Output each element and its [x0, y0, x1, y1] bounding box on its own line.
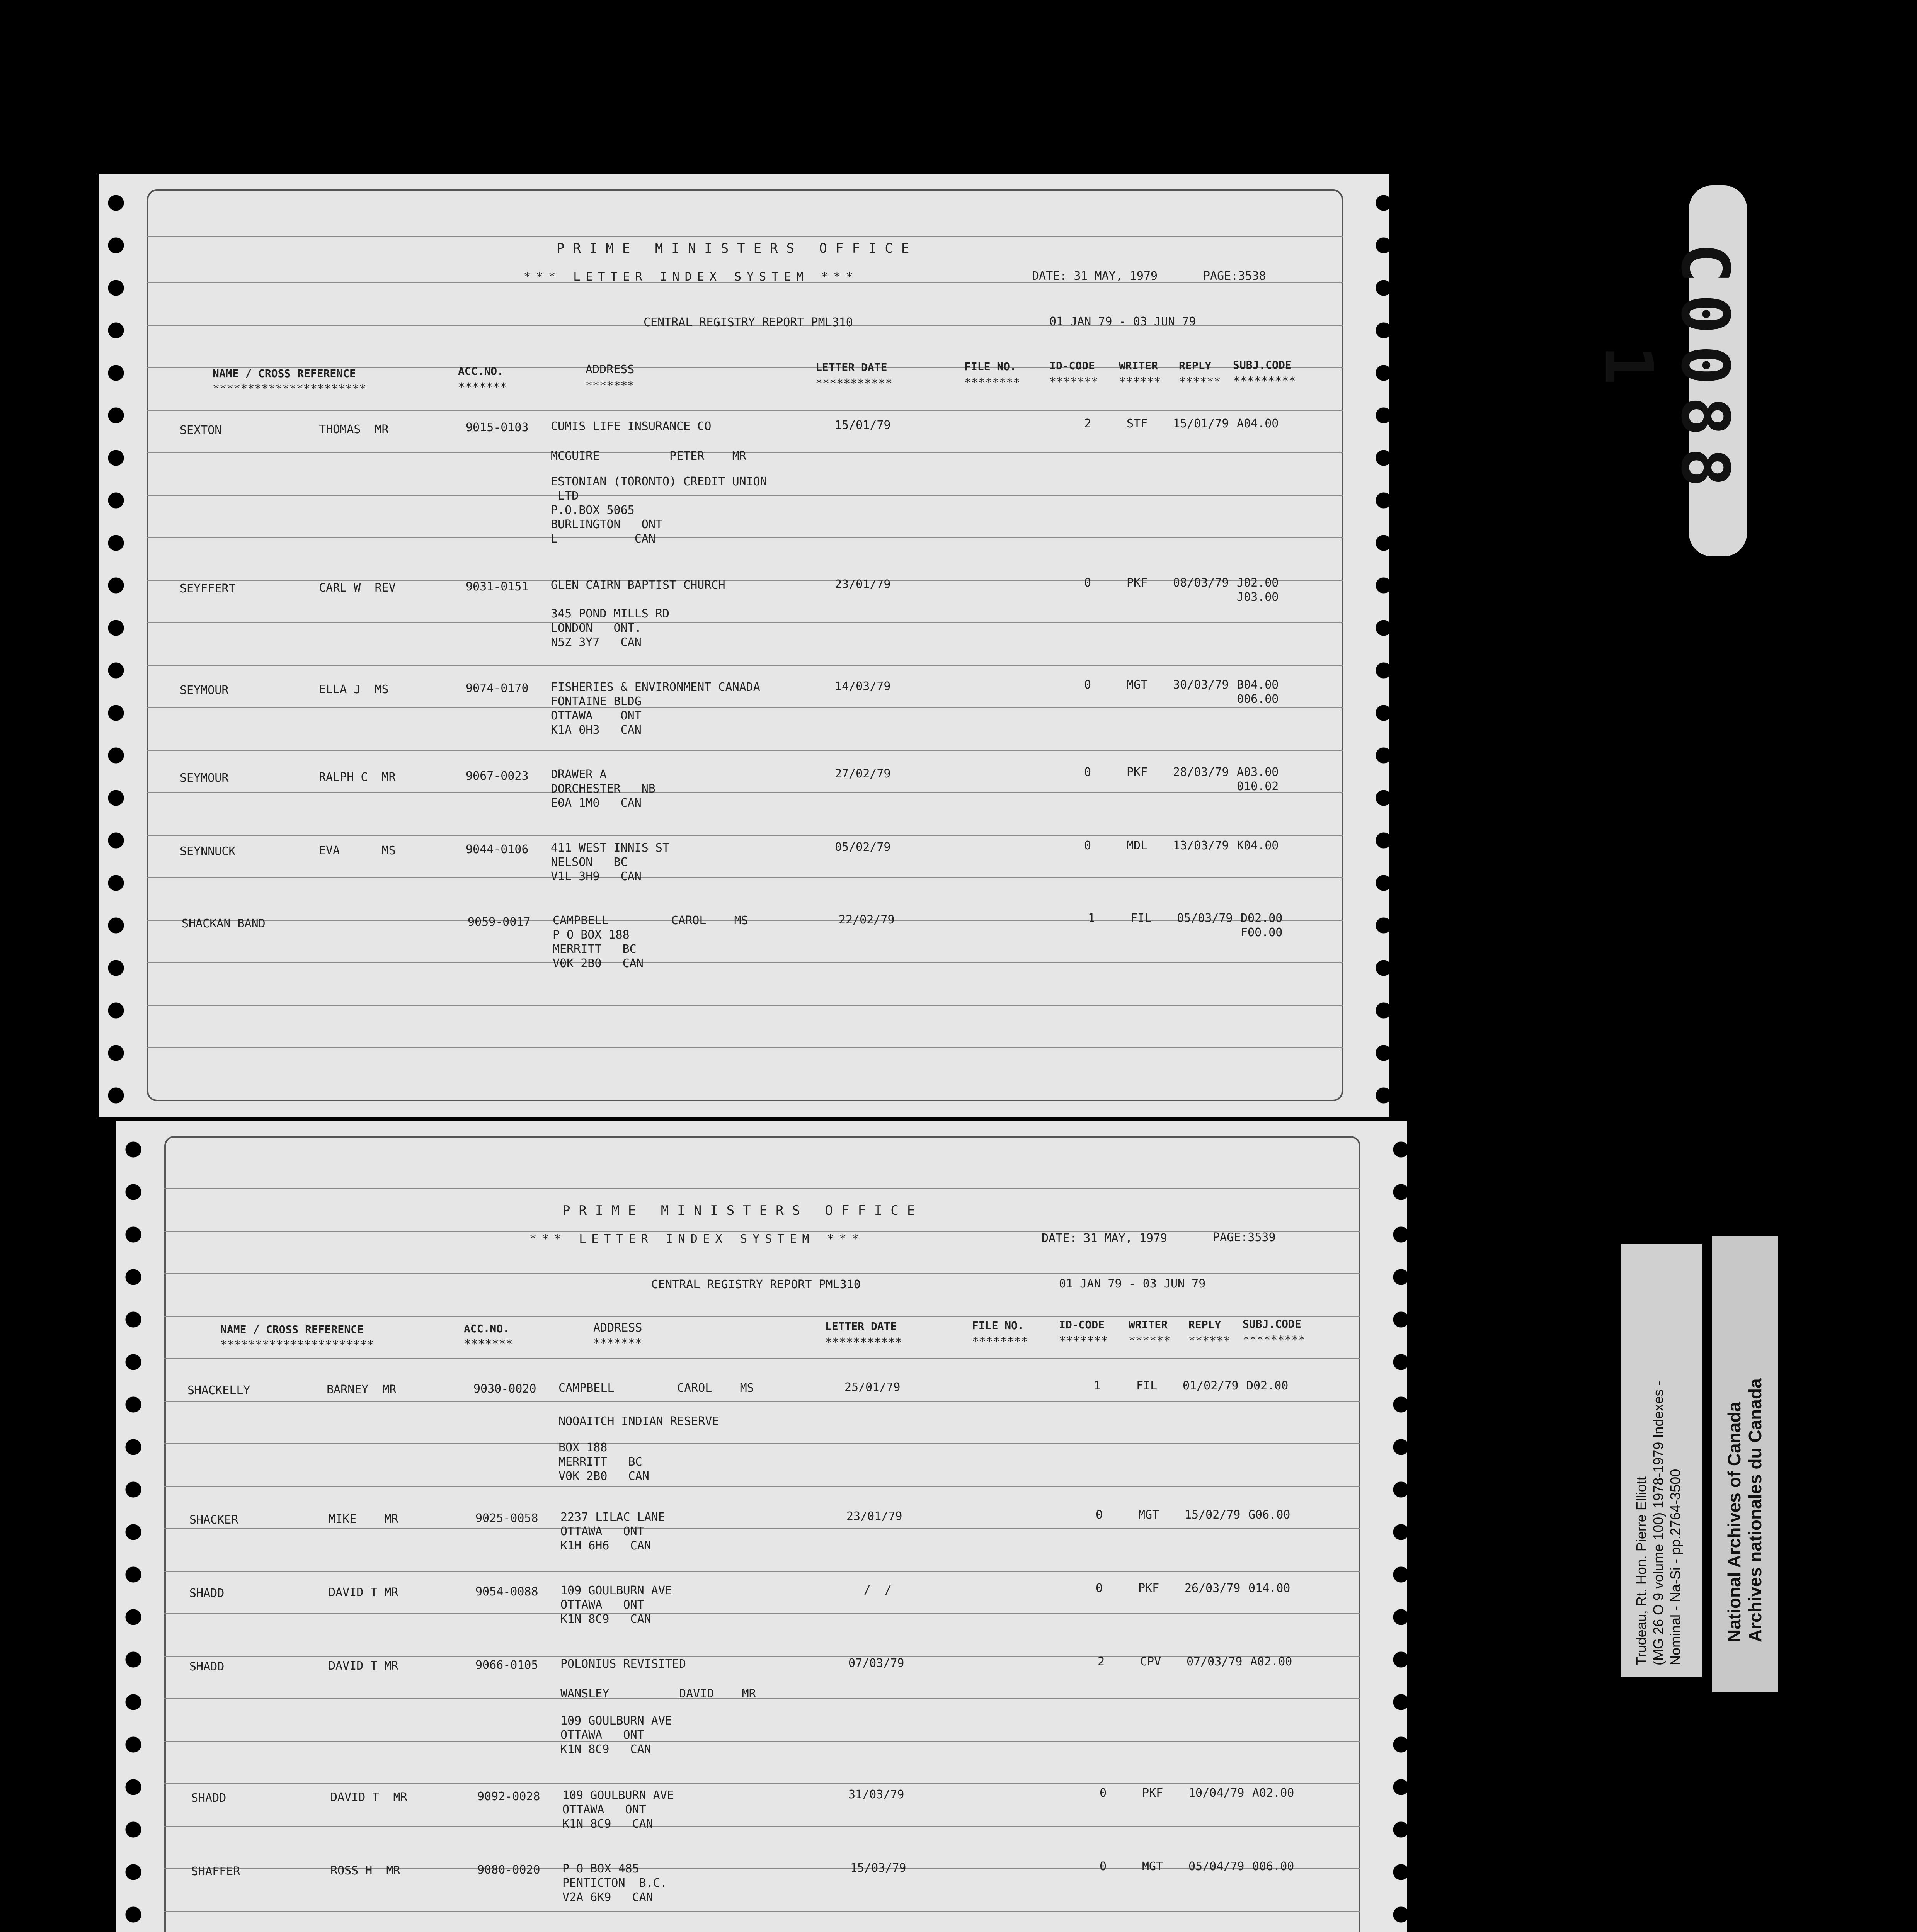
ruled-line — [164, 1656, 1360, 1657]
entry-id-code: 0 — [1084, 576, 1091, 590]
label-line: Nominal - Na-Si - pp.2764-3500 — [1667, 1469, 1683, 1665]
entry-acc-no: 9066-0105 — [475, 1658, 538, 1672]
entry-given-name: ELLA J MS — [319, 683, 389, 696]
entry-surname: SHACKER — [189, 1513, 238, 1527]
entry-id-code: 2 — [1098, 1655, 1105, 1668]
entry-surname: SHADD — [189, 1660, 225, 1673]
entry-subj-code: D02.00 — [1246, 1379, 1289, 1393]
col-underline: *********** — [815, 377, 892, 390]
col-underline: ********************** — [220, 1338, 374, 1352]
entry-reply: 01/02/79 — [1183, 1379, 1239, 1393]
entry-given-name: DAVID T MR — [329, 1659, 398, 1673]
col-header-acc: ACC.NO. — [458, 365, 504, 378]
entry-given-name: ROSS H MR — [330, 1864, 400, 1878]
entry-id-code: 0 — [1084, 765, 1091, 779]
entry-cross-reference: MCGUIRE PETER MR — [551, 449, 746, 463]
page-frame — [164, 1136, 1360, 1932]
entry-letter-date: 07/03/79 — [848, 1656, 904, 1670]
col-header-acc: ACC.NO. — [464, 1322, 510, 1335]
entry-writer: PKF — [1127, 765, 1148, 779]
ruled-line — [164, 1741, 1360, 1742]
col-underline: ******* — [586, 379, 635, 393]
reel-number: C0088 1 — [1590, 243, 1743, 499]
entry-subj-code: D02.00 F00.00 — [1241, 912, 1283, 939]
ruled-line — [147, 835, 1343, 836]
system-title: *** LETTER INDEX SYSTEM *** — [529, 1232, 864, 1246]
entry-acc-no: 9074-0170 — [466, 682, 529, 695]
entry-acc-no: 9044-0106 — [466, 843, 529, 856]
col-underline: ********************** — [213, 382, 366, 396]
entry-surname: SHADD — [191, 1791, 226, 1805]
entry-acc-no: 9025-0058 — [475, 1512, 538, 1525]
entry-subj-code: A02.00 — [1250, 1655, 1292, 1668]
col-header-file-no: FILE NO. — [972, 1319, 1024, 1332]
entry-writer: CPV — [1140, 1655, 1161, 1668]
entry-writer: MGT — [1138, 1508, 1159, 1522]
entry-id-code: 0 — [1096, 1582, 1103, 1595]
entry-letter-date: 23/01/79 — [846, 1510, 902, 1523]
entry-cross-reference: WANSLEY DAVID MR — [560, 1687, 756, 1701]
entry-id-code: 2 — [1084, 417, 1091, 430]
entry-acc-no: 9067-0023 — [466, 769, 529, 783]
entry-address: 411 WEST INNIS ST NELSON BC V1L 3H9 CAN — [551, 841, 670, 883]
report-date: DATE: 31 MAY, 1979 — [1042, 1231, 1168, 1245]
col-underline: *********** — [825, 1336, 902, 1349]
col-header-id-code: ID-CODE — [1049, 359, 1095, 372]
entry-acc-no: 9015-0103 — [466, 421, 529, 434]
entry-address: CAMPBELL CAROL MS P O BOX 188 MERRITT BC V0K 2B0 CAN — [553, 914, 748, 970]
ruled-line — [147, 622, 1343, 623]
ruled-line — [147, 236, 1343, 237]
col-header-reply: REPLY — [1188, 1318, 1221, 1331]
entry-subj-code: A04.00 — [1237, 417, 1279, 430]
ruled-line — [147, 877, 1343, 878]
page-number: PAGE:3539 — [1213, 1231, 1276, 1244]
ruled-line — [164, 1443, 1360, 1444]
ruled-line — [147, 410, 1343, 411]
label-line: (MG 26 O 9 volume 100) 1978-1979 Indexes - — [1650, 1381, 1666, 1665]
col-underline: ******* — [1059, 1334, 1108, 1348]
col-underline: ******** — [964, 376, 1020, 389]
entry-id-code: 0 — [1084, 678, 1091, 692]
col-header-subj-code: SUBJ.CODE — [1243, 1318, 1301, 1330]
ruled-line — [147, 1047, 1343, 1048]
col-underline: ******* — [458, 381, 507, 394]
entry-writer: PKF — [1138, 1582, 1159, 1595]
entry-reply: 15/01/79 — [1173, 417, 1229, 430]
entry-acc-no: 9059-0017 — [468, 915, 531, 929]
col-underline: ********* — [1243, 1333, 1306, 1347]
entry-address: POLONIUS REVISITED — [560, 1657, 686, 1671]
entry-id-code: 1 — [1088, 912, 1095, 925]
entry-given-name: DAVID T MR — [330, 1791, 407, 1804]
col-header-id-code: ID-CODE — [1059, 1318, 1105, 1331]
entry-address: 109 GOULBURN AVE OTTAWA ONT K1N 8C9 CAN — [562, 1789, 674, 1831]
system-title: *** LETTER INDEX SYSTEM *** — [524, 270, 858, 284]
entry-id-code: 0 — [1096, 1508, 1103, 1522]
printout-page-1 — [99, 174, 1389, 1117]
entry-address: CAMPBELL CAROL MS — [558, 1381, 754, 1395]
col-underline: ****** — [1179, 375, 1221, 389]
ruled-line — [164, 1698, 1360, 1699]
entry-given-name: MIKE MR — [329, 1512, 398, 1526]
col-underline: ****** — [1129, 1334, 1171, 1348]
ruled-line — [164, 1571, 1360, 1572]
entry-address: FISHERIES & ENVIRONMENT CANADA FONTAINE BLDG OTTAWA ONT K1A 0H3 CAN — [551, 680, 760, 737]
entry-given-name: BARNEY MR — [327, 1383, 397, 1396]
entry-writer: PKF — [1142, 1786, 1163, 1800]
tractor-feed-holes-right — [1391, 1128, 1411, 1932]
entry-surname: SHACKAN BAND — [182, 917, 266, 930]
entry-reply: 15/02/79 — [1185, 1508, 1241, 1522]
entry-reply: 07/03/79 — [1187, 1655, 1243, 1668]
entry-writer: FIL — [1136, 1379, 1158, 1393]
entry-address: P O BOX 485 PENTICTON B.C. V2A 6K9 CAN — [562, 1862, 667, 1904]
page-number: PAGE:3538 — [1203, 269, 1266, 283]
col-underline: ****** — [1119, 375, 1161, 389]
finding-aid-text — [1633, 1256, 1684, 1665]
entry-surname: SEYNNUCK — [180, 845, 236, 858]
entry-id-code: 0 — [1084, 839, 1091, 852]
col-header-letter-date: LETTER DATE — [815, 361, 887, 374]
entry-letter-date: / / — [864, 1583, 892, 1597]
report-range: 01 JAN 79 - 03 JUN 79 — [1059, 1277, 1206, 1291]
office-title: PRIME MINISTERS OFFICE — [557, 241, 918, 256]
finding-aid-label — [1621, 1244, 1702, 1677]
entry-reply: 05/04/79 — [1188, 1860, 1245, 1873]
entry-writer: STF — [1127, 417, 1148, 430]
col-underline: ****** — [1188, 1334, 1231, 1348]
entry-surname: SEYMOUR — [180, 771, 229, 785]
entry-surname: SHAFFER — [191, 1865, 240, 1878]
entry-reply: 08/03/79 — [1173, 576, 1229, 590]
col-header-address: ADDRESS — [586, 363, 635, 376]
ruled-line — [164, 1613, 1360, 1614]
report-name: CENTRAL REGISTRY REPORT PML310 — [644, 316, 853, 329]
col-header-name: NAME / CROSS REFERENCE — [213, 367, 356, 380]
ruled-line — [164, 1826, 1360, 1827]
entry-address-extra: ESTONIAN (TORONTO) CREDIT UNION LTD P.O.BOX 5065 BURLINGTON ONT L CAN — [551, 475, 767, 546]
archives-name-en: National Archives of Canada — [1724, 1401, 1744, 1642]
entry-letter-date: 27/02/79 — [835, 767, 891, 781]
label-line: Trudeau, Rt. Hon. Pierre Elliott — [1633, 1476, 1649, 1665]
entry-surname: SEXTON — [180, 423, 222, 437]
entry-address: 2237 LILAC LANE OTTAWA ONT K1H 6H6 CAN — [560, 1510, 665, 1553]
entry-acc-no: 9092-0028 — [477, 1790, 540, 1803]
entry-surname: SEYFFERT — [180, 582, 236, 595]
entry-subj-code: A02.00 — [1252, 1786, 1294, 1800]
entry-subj-code: K04.00 — [1237, 839, 1279, 852]
entry-writer: MGT — [1127, 678, 1148, 692]
entry-reply: 10/04/79 — [1188, 1786, 1245, 1800]
entry-acc-no: 9054-0088 — [475, 1585, 538, 1599]
tractor-feed-holes-right — [1374, 182, 1393, 1113]
entry-letter-date: 31/03/79 — [848, 1788, 904, 1801]
entry-address: 109 GOULBURN AVE OTTAWA ONT K1N 8C9 CAN — [560, 1584, 672, 1626]
ruled-line — [164, 1188, 1360, 1189]
ruled-line — [164, 1528, 1360, 1529]
entry-letter-date: 15/03/79 — [850, 1861, 906, 1875]
col-header-name: NAME / CROSS REFERENCE — [220, 1323, 364, 1336]
ruled-line — [164, 1486, 1360, 1487]
entry-subj-code: 014.00 — [1248, 1582, 1290, 1595]
entry-surname: SHACKELLY — [187, 1384, 250, 1397]
tractor-feed-holes-left — [106, 182, 126, 1113]
entry-id-code: 0 — [1100, 1786, 1107, 1800]
entry-writer: MDL — [1127, 839, 1148, 852]
ruled-line — [164, 1783, 1360, 1784]
ruled-line — [164, 1273, 1360, 1274]
entry-address: GLEN CAIRN BAPTIST CHURCH — [551, 578, 725, 592]
col-underline: ******* — [593, 1337, 642, 1350]
col-header-file-no: FILE NO. — [964, 360, 1016, 373]
reel-number-card — [1590, 185, 1747, 556]
entry-letter-date: 15/01/79 — [835, 418, 891, 432]
ruled-line — [147, 792, 1343, 793]
entry-address: DRAWER A DORCHESTER NB E0A 1M0 CAN — [551, 768, 655, 810]
printout-page-2 — [116, 1121, 1407, 1932]
entry-surname: SHADD — [189, 1587, 225, 1600]
col-header-letter-date: LETTER DATE — [825, 1320, 897, 1333]
entry-id-code: 0 — [1100, 1860, 1107, 1873]
ruled-line — [147, 750, 1343, 751]
entry-writer: FIL — [1130, 912, 1152, 925]
entry-id-code: 1 — [1094, 1379, 1101, 1393]
archives-name-fr: Archives nationales du Canada — [1745, 1378, 1765, 1642]
entry-address-extra: 345 POND MILLS RD LONDON ONT. N5Z 3Y7 CAN — [551, 607, 670, 649]
col-underline: ********* — [1233, 374, 1296, 388]
entry-address: CUMIS LIFE INSURANCE CO — [551, 420, 712, 433]
ruled-line — [147, 665, 1343, 666]
ruled-line — [164, 1358, 1360, 1359]
archives-label — [1712, 1236, 1778, 1692]
ruled-line — [164, 1316, 1360, 1317]
ruled-line — [147, 1005, 1343, 1006]
entry-subj-code: A03.00 010.02 — [1237, 765, 1279, 793]
tractor-feed-holes-left — [124, 1128, 143, 1932]
entry-letter-date: 25/01/79 — [844, 1381, 901, 1394]
col-header-reply: REPLY — [1179, 359, 1212, 372]
entry-subj-code: 006.00 — [1252, 1860, 1294, 1873]
col-header-writer: WRITER — [1129, 1318, 1168, 1331]
report-range: 01 JAN 79 - 03 JUN 79 — [1049, 315, 1196, 328]
entry-surname: SEYMOUR — [180, 684, 229, 697]
col-underline: ******* — [464, 1337, 513, 1351]
entry-given-name: DAVID T MR — [329, 1586, 398, 1599]
entry-given-name: EVA MS — [319, 844, 396, 857]
entry-reply: 26/03/79 — [1185, 1582, 1241, 1595]
entry-reply: 13/03/79 — [1173, 839, 1229, 852]
entry-subj-code: J02.00 J03.00 — [1237, 576, 1279, 604]
ruled-line — [164, 1401, 1360, 1402]
entry-writer: MGT — [1142, 1860, 1163, 1873]
col-underline: ******** — [972, 1335, 1028, 1349]
entry-reply: 28/03/79 — [1173, 765, 1229, 779]
entry-reply: 05/03/79 — [1177, 912, 1233, 925]
entry-address-extra: BOX 188 MERRITT BC V0K 2B0 CAN — [558, 1441, 649, 1483]
ruled-line — [164, 1911, 1360, 1912]
entry-given-name: RALPH C MR — [319, 770, 396, 784]
entry-address-extra: 109 GOULBURN AVE OTTAWA ONT K1N 8C9 CAN — [560, 1714, 672, 1756]
col-header-writer: WRITER — [1119, 359, 1158, 372]
col-header-address: ADDRESS — [593, 1321, 642, 1335]
entry-letter-date: 23/01/79 — [835, 578, 891, 591]
entry-subj-code: G06.00 — [1248, 1508, 1290, 1522]
entry-reply: 30/03/79 — [1173, 678, 1229, 692]
col-underline: ******* — [1049, 375, 1098, 389]
report-date: DATE: 31 MAY, 1979 — [1032, 269, 1158, 283]
entry-letter-date: 22/02/79 — [839, 913, 895, 927]
entry-acc-no: 9031-0151 — [466, 580, 529, 594]
entry-acc-no: 9030-0020 — [473, 1382, 536, 1396]
col-header-subj-code: SUBJ.CODE — [1233, 359, 1292, 371]
entry-subj-code: B04.00 006.00 — [1237, 678, 1279, 706]
entry-cross-reference: NOOAITCH INDIAN RESERVE — [558, 1415, 719, 1428]
entry-writer: PKF — [1127, 576, 1148, 590]
entry-given-name: CARL W REV — [319, 581, 396, 595]
archives-text — [1724, 1240, 1765, 1642]
entry-letter-date: 05/02/79 — [835, 840, 891, 854]
entry-given-name: THOMAS MR — [319, 423, 389, 436]
entry-letter-date: 14/03/79 — [835, 680, 891, 693]
office-title: PRIME MINISTERS OFFICE — [562, 1203, 924, 1218]
report-name: CENTRAL REGISTRY REPORT PML310 — [651, 1278, 861, 1291]
entry-acc-no: 9080-0020 — [477, 1863, 540, 1877]
